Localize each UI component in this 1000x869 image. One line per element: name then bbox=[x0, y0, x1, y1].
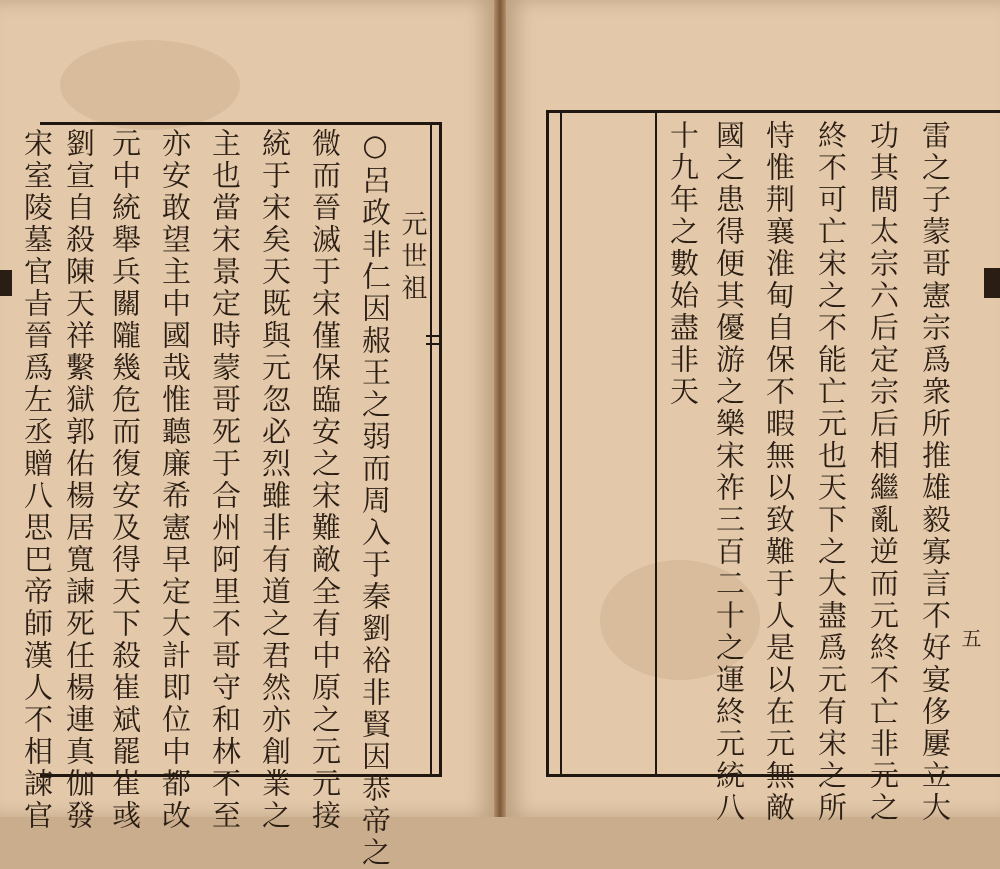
paper-stain bbox=[60, 40, 240, 130]
right-column-3: 終不可亡宋之不能亡元也天下之大盡爲元有宋之所 bbox=[814, 120, 848, 824]
right-column-2: 功其間太宗六后定宗后相繼亂逆而元終不亡非元之 bbox=[866, 120, 900, 824]
left-column-8: 宋室陵墓官㫖晉爲左丞贈八思巴帝師漢人不相諫官 bbox=[20, 128, 54, 832]
left-column-7: 劉宣自殺陳天祥繫獄郭佑楊居寬諫死任楊連真伽發 bbox=[62, 128, 96, 832]
left-column-5: 亦安敢望主中國哉惟聽廉希憲早定大計即位中都改 bbox=[158, 128, 192, 832]
right-inner-rule-1 bbox=[560, 110, 562, 777]
left-edge-mark bbox=[0, 270, 12, 296]
right-column-4: 恃惟荆襄淮甸自保不暇無以致難于人是以在元無敵 bbox=[762, 120, 796, 824]
chapter-title: 元世祖 bbox=[397, 210, 427, 306]
left-column-1: ○呂政非仁因赧王之弱而周入于秦劉裕非賢因恭帝之 bbox=[358, 128, 392, 869]
right-column-1: 雷之子蒙哥憲宗爲衆所推雄毅寡言不好宴侈屢立大 bbox=[918, 120, 952, 824]
book-gutter bbox=[494, 0, 506, 817]
left-column-3: 統于宋矣天既與元忽必烈雖非有道之君然亦創業之 bbox=[258, 128, 292, 832]
left-column-2: 微而晉滅于宋僅保臨安之宋難敵全有中原之元元接 bbox=[308, 128, 342, 832]
right-column-5: 國之患得便其優游之樂宋祚三百二十之運終元統八 bbox=[712, 120, 746, 824]
left-column-4: 主也當宋景定時蒙哥死于合州阿里不哥守和林不至 bbox=[208, 128, 242, 832]
left-column-6: 元中統舉兵關隴幾危而復安及得天下殺崔斌罷崔彧 bbox=[108, 128, 142, 832]
right-edge-mark bbox=[984, 268, 1000, 298]
right-inner-rule-2 bbox=[655, 110, 657, 777]
right-column-6: 十九年之數始盡非天 bbox=[666, 120, 700, 408]
page-number: 五 bbox=[958, 628, 982, 648]
fishtail-mark bbox=[426, 335, 440, 345]
